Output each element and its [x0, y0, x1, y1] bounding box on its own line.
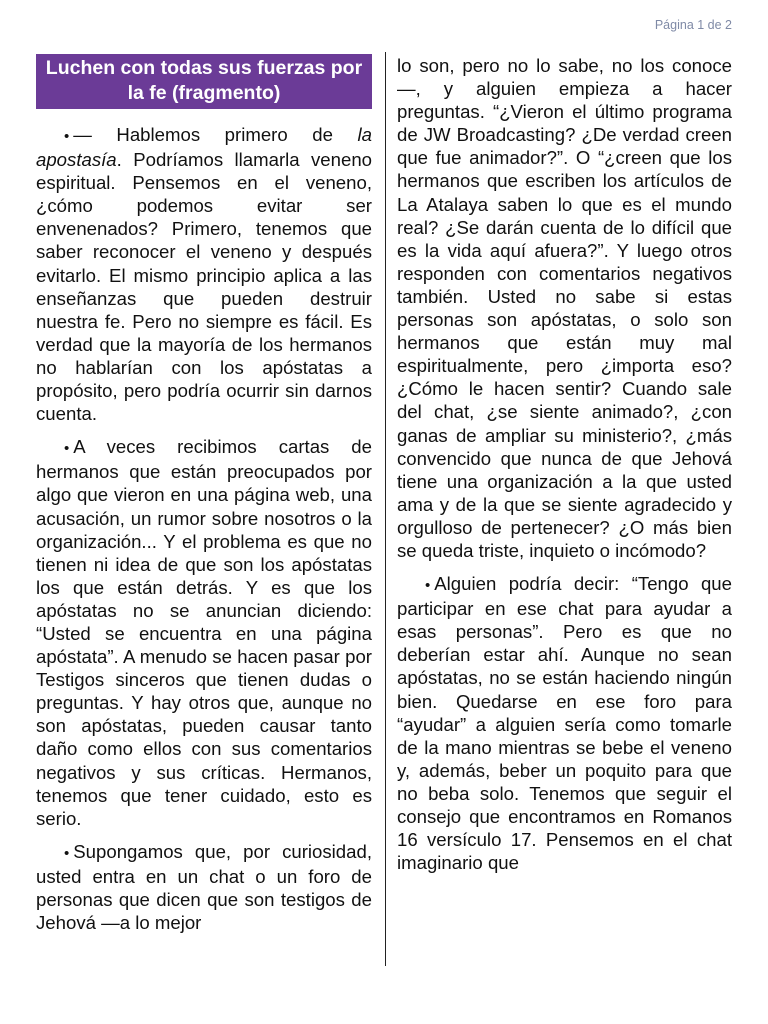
- bullet-icon: •: [64, 844, 70, 862]
- paragraph-chat-continued: lo son, pero no lo sabe, no los conoce—, y alguien empieza a hacer preguntas. “¿Vieron el último programa de JW Broadcasting? ¿De verdad creen que fue animador?”. O “¿creen que los hermanos que escriben los artículos de La Atalaya saben lo que es el mundo real? ¿Se darán cuenta de lo difícil que es la vida aquí afuera?”. Y luego otros responden con comentarios negativos también. Usted no sabe si estas personas son apóstatas, o solo son hermanos que están muy mal espiritualmente, pero ¿importa eso? ¿Cómo le hacen sentir? Cuando sale del chat, ¿se siente animado?, ¿con ganas de ampliar su ministerio?, ¿más convencido que nunca de que Jehová tiene una organización a la que usted ama y de la que se siente agradecido y orgulloso de pertenecer? ¿O más bien se queda triste, inquieto o incómodo?: [397, 55, 732, 561]
- paragraph-body: . Podríamos llamarla veneno espiritual. Pensemos en el veneno, ¿cómo podemos evitar ser envenenados? Primero, tenemos que saber reconocer el veneno y después evitarlo. El mismo principio aplica a las enseñanzas que pueden destruir nuestra fe. Pero no siempre es fácil. Es verdad que la mayoría de los hermanos no hablarían con los apóstatas a propósito, pero podría ocurrir sin darnos cuenta.: [36, 149, 372, 425]
- bullet-icon: •: [64, 128, 70, 145]
- page-number: Página 1 de 2: [654, 18, 732, 32]
- paragraph-body: A veces recibimos cartas de hermanos que están preocupados por algo que vieron en una página web, una acusación, un rumor sobre nosotros o la organización... Y el problema es que no tienen ni idea de que son los apóstatas los que están detrás. Y es que los apóstatas no se anuncian diciendo: “Usted se encuentra en una página apóstata”. A menudo se hacen pasar por Testigos sinceros que tienen dudas o preguntas. Y hay otros que, aunque no son apóstatas, pueden causar tanto daño como ellos con sus comentarios negativos y sus críticas. Hermanos, tenemos que tener cuidado, esto es serio.: [36, 436, 372, 829]
- column-divider: [385, 52, 386, 966]
- article-title: Luchen con todas sus fuerzas por la fe (fragmento): [36, 54, 372, 109]
- bullet-icon: •: [425, 577, 431, 595]
- paragraph-body: Alguien podría decir: “Tengo que participar en ese chat para ayudar a esas personas”. Pero es que no deberían estar ahí. Aunque no sean apóstatas, no se están haciendo ningún bien. Quedarse en ese foro para “ayudar” a alguien sería como tomarle de la mano mientras se bebe el veneno y, además, beber un poquito para que no beba solo. Tenemos que seguir el consejo que encontramos en Romanos 16 versículo 17. Pensemos en el chat imaginario que: [397, 573, 732, 874]
- right-column: [397, 54, 732, 1024]
- emphasis-text: la apostasía: [36, 124, 372, 171]
- paragraph-apostasy: [36, 123, 372, 425]
- paragraph-chat: [36, 840, 372, 934]
- paragraph-letters: [36, 435, 372, 830]
- paragraph-lead: — Hablemos primero de: [73, 124, 358, 145]
- paragraph-body: Supongamos que, por curiosidad, usted entra en un chat o un foro de personas que dicen que son testigos de Jehová —a lo mejor: [36, 840, 372, 934]
- left-column: [36, 54, 372, 1024]
- bullet-icon: •: [64, 440, 70, 458]
- paragraph-help: [397, 572, 732, 874]
